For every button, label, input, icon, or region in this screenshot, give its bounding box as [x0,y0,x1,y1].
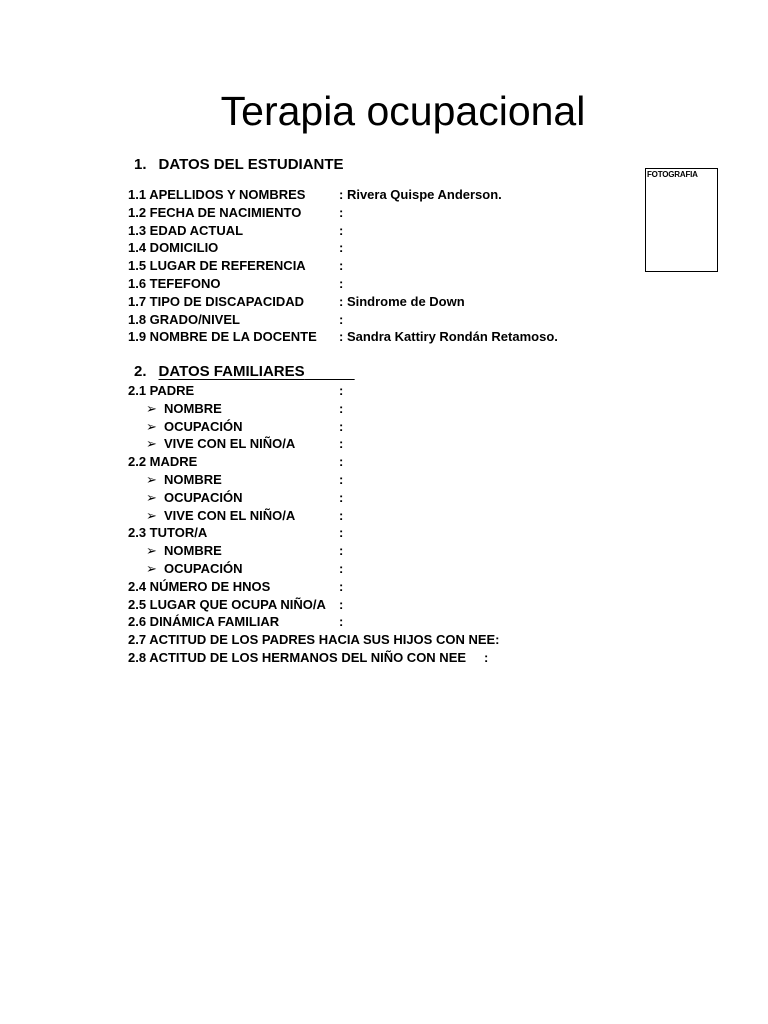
row-value: : [339,258,344,274]
page-title: Terapia ocupacional [220,88,586,134]
row-value: : [339,525,344,541]
row-value: : [339,204,344,220]
photo-label: FOTOGRAFIA [647,170,698,179]
row-label: 2.7 ACTITUD DE LOS PADRES HACIA SUS HIJOS CON NEE: [128,632,500,648]
row-value: : [339,614,344,630]
row-label: 1.6 TEFEFONO [128,275,221,291]
row-value: : [339,275,344,291]
row-value: : [339,311,344,327]
row-label: 1.9 NOMBRE DE LA DOCENTE [128,329,317,345]
row-value: : [339,578,344,594]
row-label: VIVE CON EL NIÑO/A [164,436,296,452]
arrow-bullet-icon: ➢ [146,560,157,576]
row-label: 1.5 LUGAR DE REFERENCIA [128,258,306,274]
row-label: 2.5 LUGAR QUE OCUPA NIÑO/A [128,596,326,612]
row-label: 2.4 NÚMERO DE HNOS [128,578,271,594]
row-value: : Rivera Quispe Anderson. [339,187,502,202]
row-label: VIVE CON EL NIÑO/A [164,507,296,523]
row-value: : [484,649,489,665]
row-label: OCUPACIÓN [164,489,243,505]
section-1-number: 1. [134,156,147,173]
row-label: 1.2 FECHA DE NACIMIENTO [128,204,302,220]
arrow-bullet-icon: ➢ [146,471,157,487]
row-value: : Sandra Kattiry Rondán Retamoso. [339,329,558,345]
row-label: 1.7 TIPO DE DISCAPACIDAD [128,293,305,309]
arrow-bullet-icon: ➢ [146,507,157,523]
row-label: 2.3 TUTOR/A [128,525,208,541]
row-label: NOMBRE [164,400,222,416]
section-2-title: DATOS FAMILIARES [158,363,305,380]
row-value: : Sindrome de Down [339,293,465,309]
row-value: : [339,383,344,398]
row-label: OCUPACIÓN [164,560,243,576]
row-label: 2.2 MADRE [128,454,198,470]
row-label: 2.1 PADRE [128,383,195,398]
section-1-title: DATOS DEL ESTUDIANTE [158,156,344,173]
row-label: 2.8 ACTITUD DE LOS HERMANOS DEL NIÑO CON NEE [128,649,467,665]
row-label: 1.1 APELLIDOS Y NOMBRES [128,187,306,202]
row-value: : [339,507,344,523]
row-label: NOMBRE [164,471,222,487]
row-value: : [339,240,344,256]
row-label: 2.6 DINÁMICA FAMILIAR [128,614,280,630]
arrow-bullet-icon: ➢ [146,400,157,416]
row-value: : [339,471,344,487]
arrow-bullet-icon: ➢ [146,489,157,505]
row-value: : [339,418,344,434]
arrow-bullet-icon: ➢ [146,543,157,559]
row-label: OCUPACIÓN [164,418,243,434]
row-label: 1.4 DOMICILIO [128,240,219,256]
row-label: 1.8 GRADO/NIVEL [128,311,240,327]
row-value: : [339,489,344,505]
row-value: : [339,436,344,452]
section-2-number: 2. [134,363,147,380]
row-label: 1.3 EDAD ACTUAL [128,222,244,238]
row-label: NOMBRE [164,543,222,559]
arrow-bullet-icon: ➢ [146,418,157,434]
row-value: : [339,400,344,416]
row-value: : [339,596,344,612]
section-1-heading [134,156,344,173]
arrow-bullet-icon: ➢ [146,436,157,452]
row-value: : [339,560,344,576]
row-value: : [339,222,344,238]
photo-box [645,168,718,272]
row-value: : [339,543,344,559]
section-2-heading [134,363,355,380]
row-value: : [339,454,344,470]
